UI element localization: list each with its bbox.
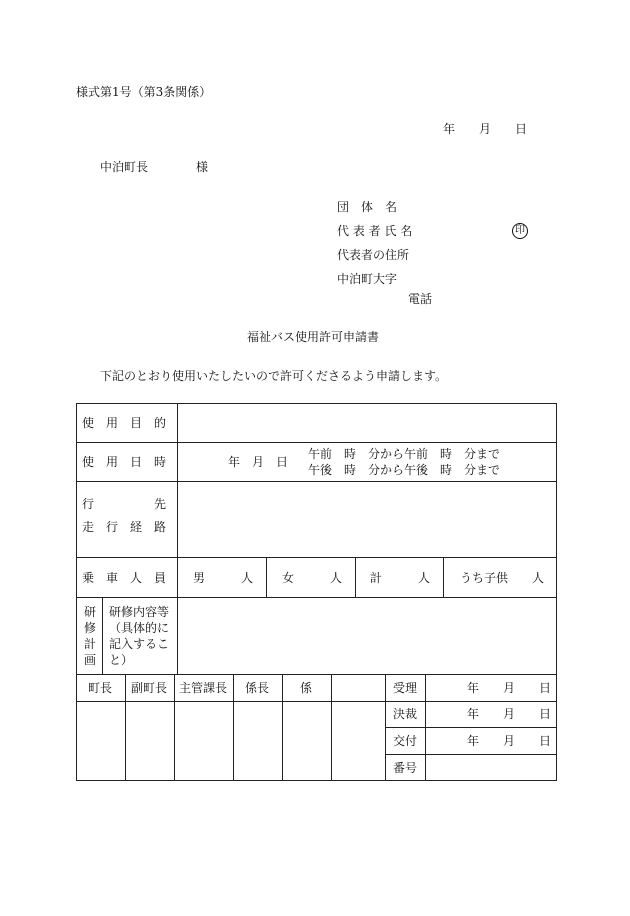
approval-header-mayor: 町長 xyxy=(88,681,113,695)
training-content-line: （具体的に xyxy=(109,621,170,635)
training-content-line: 研修内容等 xyxy=(109,605,170,619)
form-number: 様式第1号（第3条関係） xyxy=(76,85,212,99)
approval-header-subsection-chief: 係長 xyxy=(245,681,270,695)
approval-header-staff: 係 xyxy=(300,681,313,695)
use-date-ymd: 年 月 日 xyxy=(228,455,289,469)
seal-mark: 印 xyxy=(512,223,528,239)
addressee-honorific: 様 xyxy=(196,160,209,174)
female-count: 女 人 xyxy=(282,571,343,585)
address-label: 代表者の住所 xyxy=(337,248,410,262)
addressee-name: 中泊町長 xyxy=(100,160,149,174)
representative-label: 代 表 者 氏 名 xyxy=(337,224,413,238)
passengers-label: 乗 車 人 員 xyxy=(82,571,167,585)
time-pm-line: 午後 時 分から午後 時 分まで xyxy=(308,463,501,477)
route-label: 走 行 経 路 xyxy=(82,520,167,534)
address-prefix: 中泊町大字 xyxy=(337,272,398,286)
training-content-line: と） xyxy=(109,653,134,667)
training-plan-char: 研 xyxy=(84,605,97,619)
male-count: 男 人 xyxy=(193,571,254,585)
number-label: 番号 xyxy=(393,761,418,775)
approved-date: 年 月 日 xyxy=(467,707,552,721)
time-am-line: 午前 時 分から午前 時 分まで xyxy=(308,447,501,461)
training-content-line: 記入するこ xyxy=(109,637,170,651)
document-title: 福祉バス使用許可申請書 xyxy=(247,330,380,344)
training-plan-char: 画 xyxy=(84,653,97,667)
group-name-label: 団 体 名 xyxy=(337,200,398,214)
date-time-label: 使 用 日 時 xyxy=(82,455,167,469)
training-plan-char: 修 xyxy=(84,621,97,635)
phone-label: 電話 xyxy=(408,292,433,306)
received-date: 年 月 日 xyxy=(467,681,552,695)
received-label: 受理 xyxy=(393,681,418,695)
destination-label: 行 先 xyxy=(82,497,167,511)
children-count: うち子供 人 xyxy=(460,571,545,585)
date-line: 年 月 日 xyxy=(443,122,528,136)
training-plan-char: 計 xyxy=(84,637,97,651)
intro-text: 下記のとおり使用いたしたいので許可くださるよう申請します。 xyxy=(100,369,448,383)
issued-date: 年 月 日 xyxy=(467,734,552,748)
purpose-label: 使 用 目 的 xyxy=(82,416,167,430)
approval-header-section-chief: 主管課長 xyxy=(179,681,228,695)
total-count: 計 人 xyxy=(370,571,431,585)
approval-header-deputy-mayor: 副町長 xyxy=(131,681,168,695)
issued-label: 交付 xyxy=(393,734,418,748)
approved-label: 決裁 xyxy=(393,707,418,721)
